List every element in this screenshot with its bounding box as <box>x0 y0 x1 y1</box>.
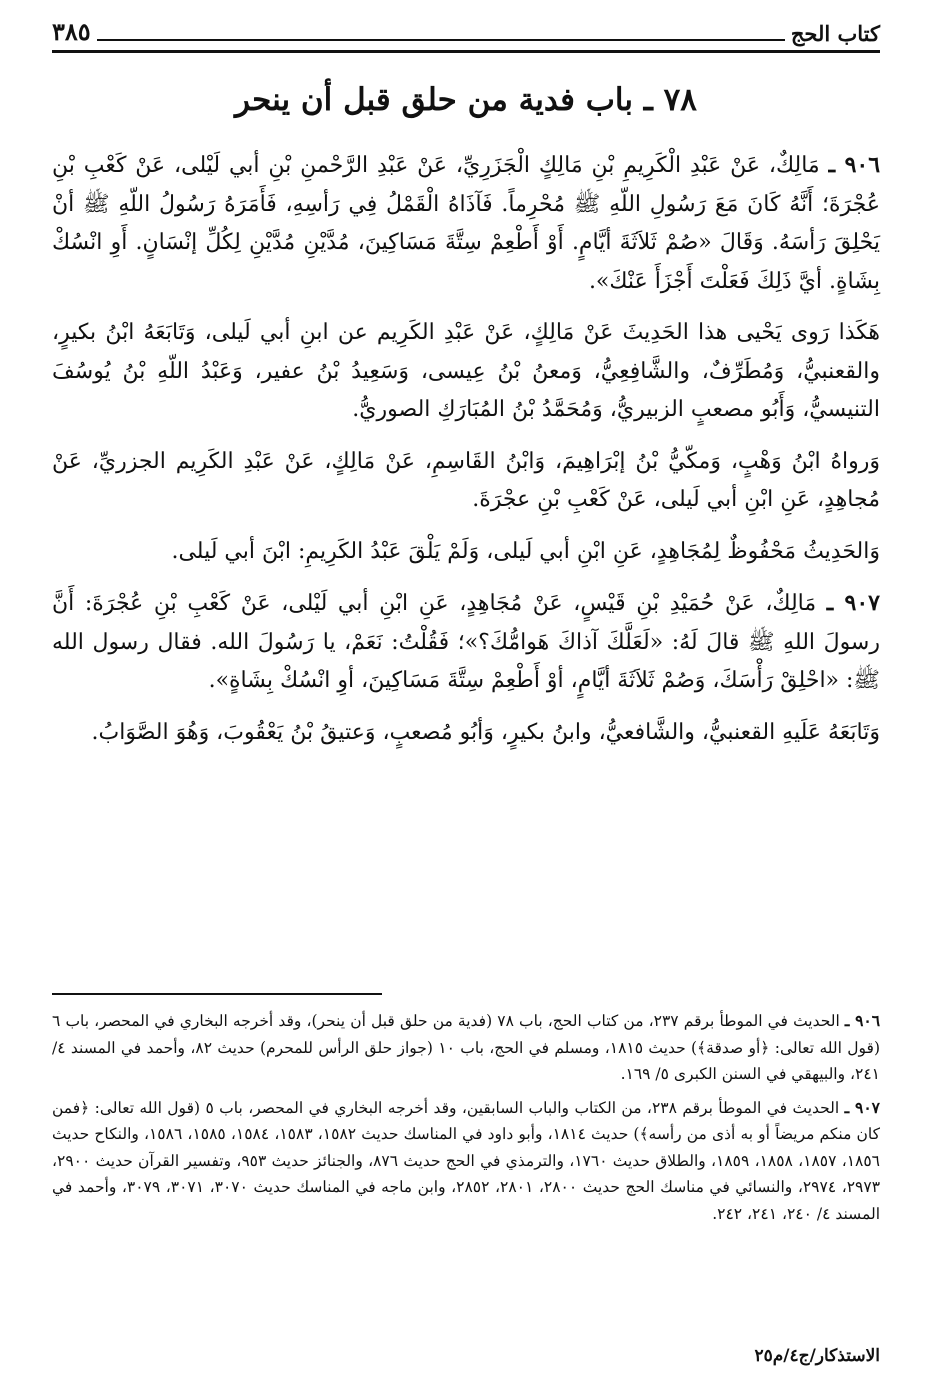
footnote-906 <box>52 1008 880 1088</box>
paragraph: وَرواهُ ابْنُ وَهْبٍ، وَمكّيُّ بْنُ إبْرَاهِيمَ، وَابْنُ القَاسِمِ، عَنْ مَالِكٍ، عَنْ عَبْدِ الكَرِيم الجزريِّ، عَنْ مُجاهِدٍ، عَنِ ابْنِ أبي لَيلى، عَنْ كَعْبِ بْنِ عجْرَةَ. <box>52 448 880 512</box>
main-text <box>52 146 880 765</box>
footnote-number: ٩٠٧ ـ <box>844 1097 881 1117</box>
running-header <box>52 12 880 46</box>
footnote-number: ٩٠٦ ـ <box>844 1011 881 1030</box>
footnote-divider <box>52 993 382 995</box>
footnote-907 <box>52 1095 880 1228</box>
chapter-title: كتاب الحج <box>790 21 880 46</box>
hadith-number: ٩٠٦ ـ <box>828 152 881 178</box>
section-title: ٧٨ ـ باب فدية من حلق قبل أن ينحر <box>235 82 697 118</box>
paragraph: وَتَابَعَهُ عَلَيهِ القعنبيُّ، والشَّافعيُّ، وابنُ بكيرٍ، وَأبُو مُصعبٍ، وَعتيقُ بْنُ يَعْقُوبَ، وَهُوَ الصَّوَابُ. <box>91 719 880 745</box>
page-number: ٣٨٥ <box>52 17 91 46</box>
paragraph: وَالحَدِيثُ مَحْفُوظٌ لِمُجَاهِدٍ، عَنِ ابْنِ أبي لَيلى، وَلَمْ يَلْقَ عَبْدُ الكَرِيمِ: ابْنَ أبي لَيلى. <box>171 538 880 564</box>
hadith-907 <box>52 584 880 701</box>
printer-signature: الاستذكار/ج٤/م٢٥ <box>754 1346 880 1366</box>
header-divider <box>52 50 880 53</box>
paragraph: هَكَذا رَوى يَحْيى هذا الحَدِيثَ عَنْ مَالِكٍ، عَنْ عَبْدِ الكَرِيم عن ابنِ أبي لَيلى، وَتَابَعَهُ ابْنُ بكيرٍ، والقعنبيُّ، وَمُطَرِّفٌ، والشَّافِعِيُّ، وَمعنُ بْنُ عِيسى، وَسَعِيدُ بْنُ عفير، وَعَبْدُ اللّهِ بْنُ يُوسُفَ التنيسيُّ، وَأَبُو مصعبٍ الزبيريُّ، وَمُحَمَّدُ بْنُ المُبَارَكِ الصوريُّ. <box>52 320 880 422</box>
footnotes <box>52 1008 880 1234</box>
footnote-text: الحديث في الموطأ برقم ٢٣٨، من الكتاب والباب السابقين، وقد أخرجه البخاري في المحصر، باب ٥ (قول الله تعالى: ﴿فمن كان منكم مريضاً أو به أذى من رأسه﴾) حديث ١٨١٤، وأبو داود في المناسك حديث ١٥٨٢، ١٥٨٣، ١٥٨٤، ١٥٨٥، ١٥٨٦، والنكاح حديث ١٨٥٦، ١٨٥٧، ١٨٥٨، ١٨٥٩، والطلاق حديث ١٧٦٠، والترمذي في الحج حديث ٨٧٦، والجنائز حديث ٩٥٣، وتفسير القرآن حديث ٢٩٠٠، ٢٩٧٣، ٢٩٧٤، والنسائي في مناسك الحج حديث ٢٨٠٠، ٢٨٠١، ٢٨٥٢، وابن ماجه في المناسك حديث ٣٠٧٠، ٣٠٧١، ٣٠٧٩، وأحمد في المسند ٤/ ٢٤٠، ٢٤١، ٢٤٢. <box>52 1098 881 1223</box>
hadith-text: مَالِكٌ، عَنْ عَبْدِ الْكَرِيمِ بْنِ مَالِكٍ الْجَزَرِيِّ، عَنْ عَبْدِ الرَّحْمنِ بْنِ أبي لَيْلى، عَنْ كَعْبِ بْنِ عُجْرَةَ؛ أَنَّهُ كَانَ مَعَ رَسُولِ اللّهِ ﷺ مُحْرِماً. فَآذَاهُ الْقَمْلُ فِي رَأسِهِ، فَأَمَرَهُ رَسُولُ اللّهِ ﷺ أنْ يَحْلِقَ رَأسَهُ. وَقَالَ «صُمْ ثَلاَثَةَ أيَّامٍ. أَوْ أَطْعِمْ سِتَّةَ مَسَاكِينَ، مُدَّيْنِ مُدَّيْنِ لِكُلِّ إنْسَانٍ. أَوِ انْسُكْ بِشَاةٍ. أيَّ ذَلِكَ فَعَلْتَ أَجْزَأَ عَنْكَ». <box>52 153 880 294</box>
book-page <box>52 0 880 1393</box>
hadith-906 <box>52 146 880 301</box>
footnote-text: الحديث في الموطأ برقم ٢٣٧، من كتاب الحج، باب ٧٨ (فدية من حلق قبل أن ينحر)، وقد أخرجه البخاري في المحصر، باب ٦ (قول الله تعالى: ﴿أو صدقة﴾) حديث ١٨١٥، ومسلم في الحج، باب ١٠ (جواز حلق الرأس للمحرم) حديث ٨٢، وأحمد في المسند ٤/ ٢٤١، والبيهقي في السنن الكبرى ٥/ ١٦٩. <box>52 1012 880 1083</box>
header-rule <box>97 39 785 41</box>
hadith-number: ٩٠٧ ـ <box>826 590 880 616</box>
hadith-text: مَالِكٌ، عَنْ حُمَيْدِ بْنِ قَيْسٍ، عَنْ مُجَاهِدٍ، عَنِ ابْنِ أبي لَيْلى، عَنْ كَعْبِ بْنِ عُجْرَةَ: أَنَّ رسولَ اللهِ ﷺ قالَ لَهُ: «لَعَلَّكَ آذاكَ هَوامُّكَ؟»؛ فَقُلْتُ: نَعَمْ، يا رَسُولَ الله. فقال رسول الله ﷺ: «احْلِقْ رَأْسَكَ، وَصُمْ ثَلاَثَةَ أيَّامٍ، أوْ أَطْعِمْ سِتَّةَ مَسَاكِينَ، أوِ انْسُكْ بِشَاةٍ». <box>52 591 880 693</box>
